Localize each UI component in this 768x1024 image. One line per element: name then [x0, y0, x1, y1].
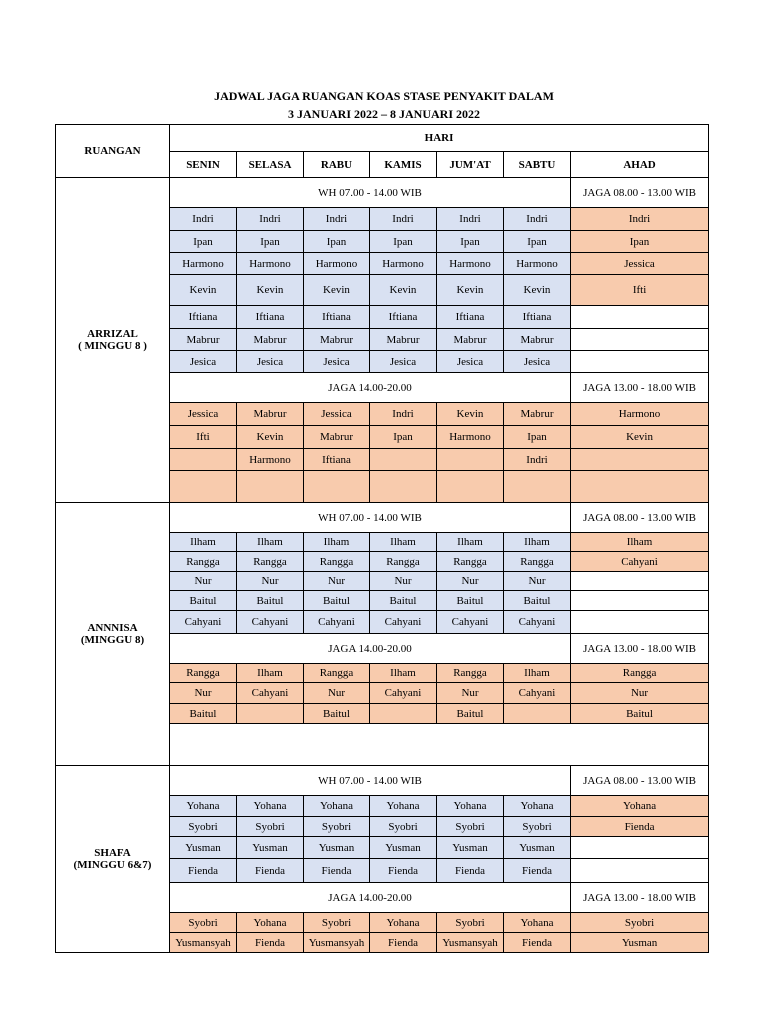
day-header: AHAD	[571, 152, 709, 178]
schedule-cell: Mabrur	[370, 329, 437, 351]
schedule-cell: Baitul	[237, 591, 304, 611]
schedule-cell: Jesica	[437, 351, 504, 373]
schedule-cell: Iftiana	[304, 306, 370, 329]
schedule-cell: Nur	[304, 683, 370, 704]
schedule-cell: Indri	[437, 208, 504, 231]
schedule-cell: Kevin	[370, 275, 437, 306]
schedule-cell: Syobri	[437, 817, 504, 837]
schedule-cell: Syobri	[504, 817, 571, 837]
schedule-cell: Yohana	[370, 913, 437, 933]
schedule-cell	[571, 859, 709, 883]
schedule-cell: Kevin	[504, 275, 571, 306]
schedule-cell: Rangga	[571, 664, 709, 683]
schedule-cell: Yohana	[237, 913, 304, 933]
schedule-cell: Ipan	[237, 231, 304, 253]
room-title: SHAFA	[94, 847, 131, 859]
schedule-cell: Yusman	[370, 837, 437, 859]
room-week: (MINGGU 8)	[80, 634, 145, 646]
schedule-cell	[170, 471, 237, 503]
schedule-cell: Nur	[170, 683, 237, 704]
schedule-cell: Fienda	[504, 933, 571, 953]
schedule-cell: Ipan	[571, 231, 709, 253]
schedule-cell: Rangga	[170, 552, 237, 572]
schedule-cell: Mabrur	[304, 426, 370, 449]
schedule-cell: Fienda	[370, 933, 437, 953]
schedule-cell: Ipan	[304, 231, 370, 253]
schedule-cell: Rangga	[370, 552, 437, 572]
schedule-cell	[304, 471, 370, 503]
schedule-cell: Rangga	[437, 664, 504, 683]
schedule-cell: Yusman	[170, 837, 237, 859]
schedule-cell	[571, 329, 709, 351]
day-header: SABTU	[504, 152, 571, 178]
schedule-cell: Harmono	[571, 403, 709, 426]
schedule-cell: Baitul	[504, 591, 571, 611]
schedule-cell: Iftiana	[304, 449, 370, 471]
schedule-cell: Fienda	[370, 859, 437, 883]
schedule-cell: Jesica	[304, 351, 370, 373]
schedule-cell: Mabrur	[237, 329, 304, 351]
schedule-cell: Rangga	[237, 552, 304, 572]
schedule-cell: Fienda	[304, 859, 370, 883]
schedule-cell	[571, 351, 709, 373]
schedule-cell: Nur	[237, 572, 304, 591]
schedule-cell: Syobri	[370, 817, 437, 837]
schedule-cell: Harmono	[237, 253, 304, 275]
schedule-cell: Baitul	[170, 591, 237, 611]
schedule-cell: Baitul	[304, 704, 370, 724]
schedule-cell: Kevin	[170, 275, 237, 306]
schedule-cell	[370, 704, 437, 724]
schedule-cell	[437, 471, 504, 503]
schedule-table	[55, 124, 709, 953]
ahad-shift-label: JAGA 13.00 - 18.00 WIB	[571, 634, 709, 664]
schedule-cell: Yohana	[237, 796, 304, 817]
schedule-cell: Baitul	[437, 591, 504, 611]
schedule-cell: Cahyani	[237, 611, 304, 634]
schedule-cell: Ilham	[170, 533, 237, 552]
ahad-shift-label: JAGA 13.00 - 18.00 WIB	[571, 883, 709, 913]
schedule-cell: Rangga	[304, 664, 370, 683]
schedule-cell: Nur	[304, 572, 370, 591]
schedule-cell	[237, 471, 304, 503]
schedule-cell: Jesica	[504, 351, 571, 373]
schedule-cell: Ipan	[170, 231, 237, 253]
schedule-cell: Nur	[571, 683, 709, 704]
room-title: ARRIZAL	[87, 328, 138, 340]
schedule-cell: Indri	[304, 208, 370, 231]
room-name	[56, 178, 170, 503]
schedule-cell: Ipan	[370, 426, 437, 449]
schedule-cell: Harmono	[437, 253, 504, 275]
room-name	[56, 503, 170, 766]
schedule-cell: Baitul	[571, 704, 709, 724]
room-week: (MINGGU 6&7)	[73, 859, 152, 871]
schedule-cell: Syobri	[571, 913, 709, 933]
shift-label-jaga: JAGA 14.00-20.00	[170, 373, 571, 403]
schedule-cell: Indri	[504, 208, 571, 231]
schedule-cell: Iftiana	[170, 306, 237, 329]
schedule-cell: Mabrur	[504, 403, 571, 426]
schedule-cell: Syobri	[237, 817, 304, 837]
schedule-cell: Yohana	[170, 796, 237, 817]
schedule-cell: Cahyani	[437, 611, 504, 634]
schedule-cell: Kevin	[437, 403, 504, 426]
ruangan-header: RUANGAN	[56, 125, 170, 178]
schedule-cell: Cahyani	[571, 552, 709, 572]
schedule-cell: Ilham	[237, 664, 304, 683]
schedule-cell: Indri	[370, 208, 437, 231]
schedule-cell: Iftiana	[237, 306, 304, 329]
schedule-cell	[571, 449, 709, 471]
schedule-cell: Baitul	[370, 591, 437, 611]
schedule-cell	[504, 704, 571, 724]
schedule-cell: Indri	[571, 208, 709, 231]
schedule-cell: Yusmansyah	[304, 933, 370, 953]
schedule-cell: Ilham	[304, 533, 370, 552]
schedule-cell: Fienda	[170, 859, 237, 883]
schedule-cell: Yusman	[237, 837, 304, 859]
schedule-cell: Ilham	[571, 533, 709, 552]
schedule-cell	[370, 471, 437, 503]
schedule-cell	[237, 704, 304, 724]
schedule-cell	[437, 449, 504, 471]
empty-row	[170, 724, 709, 766]
shift-label-wh: WH 07.00 - 14.00 WIB	[170, 178, 571, 208]
schedule-cell: Yusmansyah	[437, 933, 504, 953]
schedule-cell: Nur	[504, 572, 571, 591]
schedule-cell: Ilham	[504, 664, 571, 683]
shift-label-jaga: JAGA 14.00-20.00	[170, 634, 571, 664]
day-header: JUM'AT	[437, 152, 504, 178]
schedule-cell: Baitul	[437, 704, 504, 724]
schedule-cell: Yohana	[504, 913, 571, 933]
schedule-cell: Rangga	[304, 552, 370, 572]
schedule-cell: Baitul	[304, 591, 370, 611]
schedule-cell	[504, 471, 571, 503]
schedule-cell: Syobri	[437, 913, 504, 933]
schedule-cell: Syobri	[304, 817, 370, 837]
schedule-cell: Cahyani	[304, 611, 370, 634]
room-title: ANNNISA	[87, 622, 138, 634]
schedule-cell: Cahyani	[370, 611, 437, 634]
schedule-cell: Kevin	[437, 275, 504, 306]
schedule-cell: Fienda	[504, 859, 571, 883]
document-date-range: 3 JANUARI 2022 – 8 JANUARI 2022	[288, 107, 480, 121]
schedule-cell	[370, 449, 437, 471]
schedule-cell: Indri	[170, 208, 237, 231]
schedule-cell: Yusman	[504, 837, 571, 859]
schedule-cell: Syobri	[170, 817, 237, 837]
schedule-cell: Harmono	[170, 253, 237, 275]
shift-label-wh: WH 07.00 - 14.00 WIB	[170, 503, 571, 533]
schedule-cell: Yusman	[437, 837, 504, 859]
shift-label-jaga: JAGA 14.00-20.00	[170, 883, 571, 913]
schedule-cell	[571, 306, 709, 329]
hari-header: HARI	[170, 125, 709, 152]
schedule-cell: Fienda	[437, 859, 504, 883]
schedule-cell	[170, 449, 237, 471]
schedule-cell: Jessica	[170, 403, 237, 426]
schedule-cell: Nur	[437, 683, 504, 704]
day-header: KAMIS	[370, 152, 437, 178]
schedule-cell: Harmono	[237, 449, 304, 471]
day-header: RABU	[304, 152, 370, 178]
schedule-cell: Yusmansyah	[170, 933, 237, 953]
schedule-cell: Jesica	[370, 351, 437, 373]
schedule-cell: Cahyani	[370, 683, 437, 704]
schedule-cell: Ifti	[170, 426, 237, 449]
schedule-cell: Kevin	[237, 426, 304, 449]
schedule-cell	[571, 591, 709, 611]
room-week: ( MINGGU 8 )	[78, 340, 147, 352]
schedule-cell: Yohana	[304, 796, 370, 817]
schedule-cell	[571, 837, 709, 859]
schedule-cell: Iftiana	[370, 306, 437, 329]
schedule-cell: Indri	[370, 403, 437, 426]
document-title: JADWAL JAGA RUANGAN KOAS STASE PENYAKIT DALAM	[214, 89, 554, 103]
schedule-cell: Ipan	[504, 231, 571, 253]
schedule-cell: Indri	[504, 449, 571, 471]
schedule-cell: Mabrur	[237, 403, 304, 426]
ahad-shift-label: JAGA 13.00 - 18.00 WIB	[571, 373, 709, 403]
schedule-cell: Yusman	[571, 933, 709, 953]
schedule-cell: Kevin	[237, 275, 304, 306]
schedule-cell: Fienda	[571, 817, 709, 837]
schedule-cell	[571, 471, 709, 503]
schedule-cell: Iftiana	[504, 306, 571, 329]
schedule-cell: Rangga	[170, 664, 237, 683]
schedule-cell: Nur	[170, 572, 237, 591]
schedule-cell: Yohana	[504, 796, 571, 817]
schedule-cell: Ilham	[437, 533, 504, 552]
ahad-shift-label: JAGA 08.00 - 13.00 WIB	[571, 178, 709, 208]
schedule-cell: Ipan	[370, 231, 437, 253]
ahad-shift-label: JAGA 08.00 - 13.00 WIB	[571, 503, 709, 533]
schedule-cell: Kevin	[571, 426, 709, 449]
schedule-cell	[571, 611, 709, 634]
schedule-cell: Ilham	[370, 533, 437, 552]
schedule-cell: Nur	[370, 572, 437, 591]
schedule-cell: Mabrur	[437, 329, 504, 351]
schedule-cell: Harmono	[304, 253, 370, 275]
schedule-cell: Indri	[237, 208, 304, 231]
schedule-cell: Nur	[437, 572, 504, 591]
schedule-cell: Fienda	[237, 933, 304, 953]
schedule-cell: Ilham	[237, 533, 304, 552]
schedule-cell	[571, 572, 709, 591]
schedule-cell: Yusman	[304, 837, 370, 859]
schedule-cell: Harmono	[504, 253, 571, 275]
schedule-cell: Fienda	[237, 859, 304, 883]
day-header: SELASA	[237, 152, 304, 178]
schedule-cell: Baitul	[170, 704, 237, 724]
schedule-cell: Cahyani	[170, 611, 237, 634]
schedule-cell: Harmono	[437, 426, 504, 449]
schedule-cell: Mabrur	[504, 329, 571, 351]
room-name	[56, 766, 170, 953]
schedule-cell: Syobri	[304, 913, 370, 933]
schedule-cell: Kevin	[304, 275, 370, 306]
schedule-cell: Mabrur	[304, 329, 370, 351]
shift-label-wh: WH 07.00 - 14.00 WIB	[170, 766, 571, 796]
schedule-cell: Ifti	[571, 275, 709, 306]
schedule-cell: Iftiana	[437, 306, 504, 329]
schedule-cell: Cahyani	[504, 611, 571, 634]
schedule-cell: Jessica	[304, 403, 370, 426]
schedule-cell: Rangga	[504, 552, 571, 572]
schedule-cell: Jessica	[571, 253, 709, 275]
schedule-cell: Jesica	[170, 351, 237, 373]
schedule-cell: Jesica	[237, 351, 304, 373]
ahad-shift-label: JAGA 08.00 - 13.00 WIB	[571, 766, 709, 796]
schedule-cell: Ipan	[437, 231, 504, 253]
day-header: SENIN	[170, 152, 237, 178]
schedule-cell: Ilham	[504, 533, 571, 552]
schedule-cell: Yohana	[571, 796, 709, 817]
schedule-cell: Yohana	[370, 796, 437, 817]
schedule-cell: Cahyani	[504, 683, 571, 704]
schedule-cell: Rangga	[437, 552, 504, 572]
schedule-cell: Mabrur	[170, 329, 237, 351]
schedule-cell: Harmono	[370, 253, 437, 275]
schedule-cell: Cahyani	[237, 683, 304, 704]
schedule-cell: Ipan	[504, 426, 571, 449]
schedule-cell: Ilham	[370, 664, 437, 683]
schedule-cell: Yohana	[437, 796, 504, 817]
schedule-cell: Syobri	[170, 913, 237, 933]
